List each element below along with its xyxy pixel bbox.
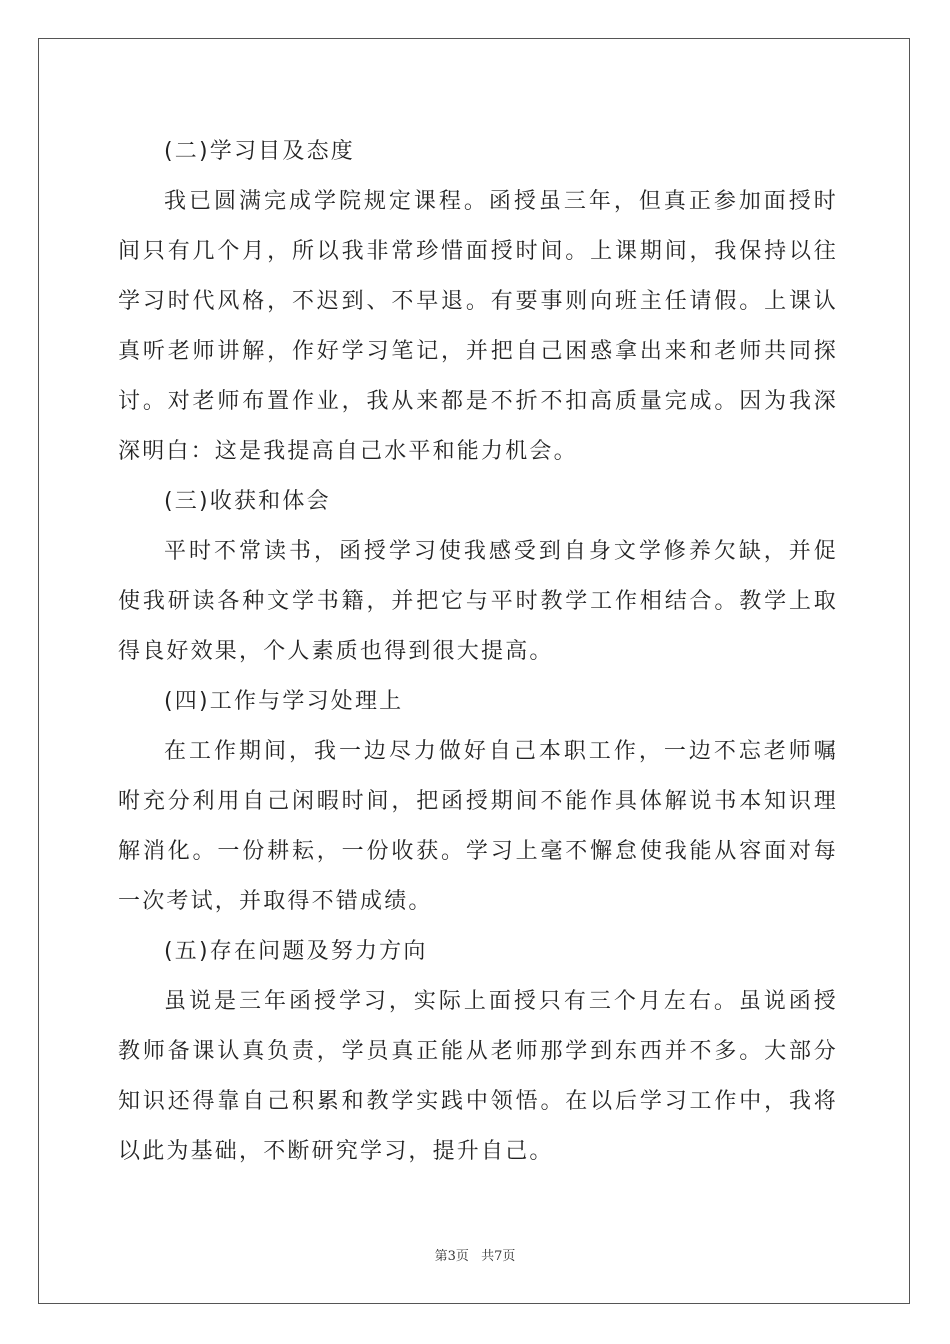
section-paragraph: 我已圆满完成学院规定课程。函授虽三年，但真正参加面授时间只有几个月，所以我非常珍惜面授时间。上课期间，我保持以往学习时代风格，不迟到、不早退。有要事则向班主任请假。上课认真听老师讲解，作好学习笔记，并把自己困惑拿出来和老师共同探讨。对老师布置作业，我从来都是不折不扣高质量完成。因为我深深明白：这是我提高自己水平和能力机会。 (118, 189, 838, 464)
page-footer (0, 1245, 950, 1264)
document-body (118, 127, 838, 1177)
page-number: 第3页 (434, 1249, 469, 1264)
section-paragraph: 虽说是三年函授学习，实际上面授只有三个月左右。虽说函授教师备课认真负责，学员真正能从老师那学到东西并不多。大部分知识还得靠自己积累和教学实践中领悟。在以后学习工作中，我将以此为基础，不断研究学习，提升自己。 (118, 989, 838, 1164)
section-heading: (三)收获和体会 (164, 489, 331, 514)
section-paragraph: 在工作期间，我一边尽力做好自己本职工作，一边不忘老师嘱咐充分利用自己闲暇时间，把函授期间不能作具体解说书本知识理解消化。一份耕耘，一份收获。学习上毫不懈怠使我能从容面对每一次考试，并取得不错成绩。 (118, 739, 838, 914)
section-heading: (五)存在问题及努力方向 (164, 939, 428, 964)
page-total: 共7页 (481, 1249, 516, 1264)
section-paragraph: 平时不常读书，函授学习使我感受到自身文学修养欠缺，并促使我研读各种文学书籍，并把它与平时教学工作相结合。教学上取得良好效果，个人素质也得到很大提高。 (118, 539, 838, 664)
section-heading: (四)工作与学习处理上 (164, 689, 404, 714)
section-heading: (二)学习目及态度 (164, 139, 355, 164)
